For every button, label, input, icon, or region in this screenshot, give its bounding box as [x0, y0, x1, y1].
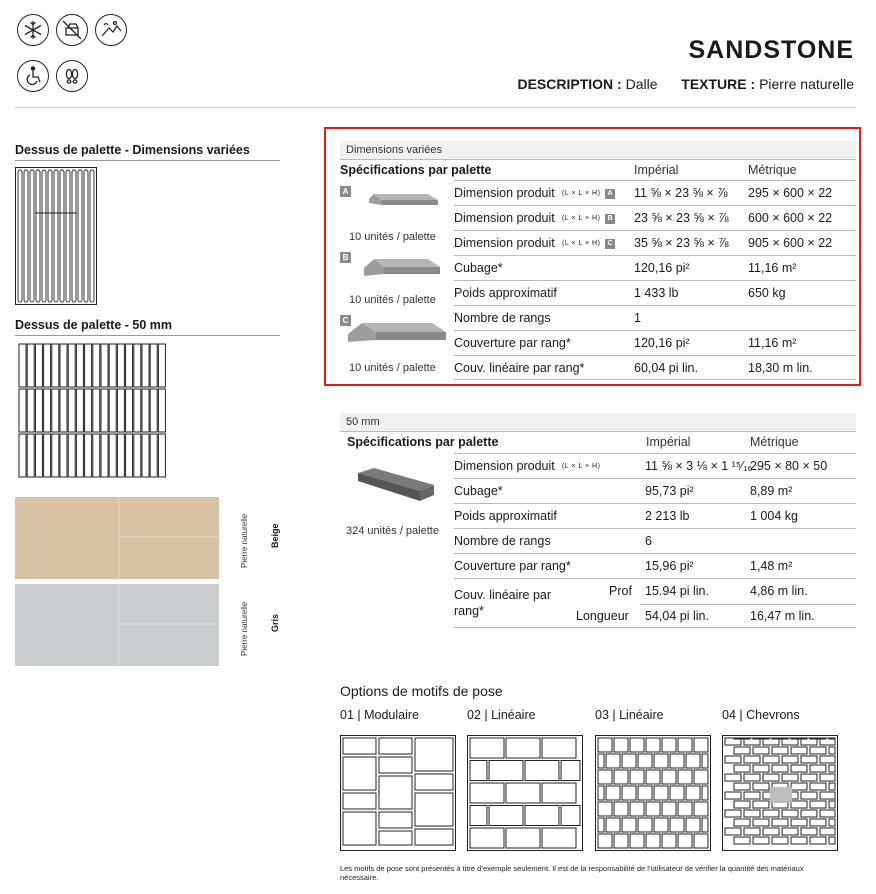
- table2-row-label: Cubage*: [454, 484, 503, 498]
- table2-linear-label-2: rang*: [454, 604, 484, 618]
- table1-row-imperial: 23 ⅝ × 23 ⅝ × ⅞: [634, 211, 729, 225]
- table2-row-metric: 8,89 m²: [750, 484, 793, 498]
- table1-row-metric: 11,16 m²: [748, 261, 797, 275]
- pallet-top-varied-title: Dessus de palette - Dimensions variées: [15, 143, 280, 161]
- slab-b-badge: B: [340, 252, 351, 263]
- table2-row-imperial: 15,96 pi²: [645, 559, 694, 573]
- long-imperial: 54,04 pi lin.: [645, 609, 709, 623]
- table2-row-dimension-format: (L × L × H): [562, 463, 601, 470]
- table2-row: [454, 553, 856, 578]
- no-deicing-salt-icon: [56, 14, 88, 46]
- table1-row-metric: 11,16 m²: [748, 336, 797, 350]
- table2-linear-label: [454, 587, 551, 619]
- table1-row-label: Poids approximatif: [454, 286, 557, 300]
- footprints-icon: [56, 60, 88, 92]
- table2-row-imperial: 6: [645, 534, 652, 548]
- motif-lineaire-1-diagram: [467, 735, 583, 851]
- motif-label-3: 03 | Linéaire: [595, 708, 664, 722]
- table2-col-metric: Métrique: [750, 435, 799, 449]
- table1-row: [454, 355, 856, 380]
- motif-label-2: 02 | Linéaire: [467, 708, 536, 722]
- table1-section-tag: Dimensions variées: [340, 141, 856, 160]
- table2-row-imperial: 95,73 pi²: [645, 484, 694, 498]
- table1-row-imperial: 120,16 pi²: [634, 336, 690, 350]
- table2-row-label: Dimension produit: [454, 459, 555, 473]
- swatch-gris: [15, 584, 219, 666]
- prof-label: Prof: [609, 584, 632, 598]
- swatch-beige-name: Beige: [270, 523, 280, 548]
- table1-row-label: Couv. linéaire par rang*: [454, 361, 585, 375]
- table1-row-dimension-format: (L × L × H): [562, 190, 601, 197]
- slab-c-units: 10 unités / palette: [349, 362, 436, 374]
- table1-row: [454, 230, 856, 255]
- table2-row: [454, 503, 856, 528]
- description-line: [517, 76, 854, 92]
- swatch-gris-label: Pierre naturelle: [240, 601, 249, 656]
- texture-value: Pierre naturelle: [759, 76, 854, 92]
- slab-b-units: 10 unités / palette: [349, 294, 436, 306]
- table2-row: [454, 478, 856, 503]
- prof-metric: 4,86 m lin.: [750, 584, 808, 598]
- table1-row-metric: 650 kg: [748, 286, 786, 300]
- table1-row-imperial: 11 ⅝ × 23 ⅝ × ⅞: [634, 186, 728, 200]
- table1-row: [454, 205, 856, 230]
- paver-image: [354, 467, 436, 503]
- table1-row-label: Cubage*: [454, 261, 503, 275]
- table1-row-dimension-format: (L × L × H): [562, 215, 601, 222]
- table2-row-label: Couverture par rang*: [454, 559, 571, 573]
- table2-col-imperial: Impérial: [646, 435, 691, 449]
- wheelchair-icon: [17, 60, 49, 92]
- table2-row: [454, 528, 856, 553]
- table1-heading: Spécifications par palette: [340, 163, 492, 177]
- motif-lineaire-2-diagram: [595, 735, 711, 851]
- prof-imperial: 15.94 pi lin.: [645, 584, 709, 598]
- table1-row: [454, 180, 856, 205]
- long-label: Longueur: [576, 609, 629, 623]
- table1-row-imperial: 35 ⅝ × 23 ⅝ × ⅞: [634, 236, 729, 250]
- table1-row-label: Dimension produit: [454, 211, 555, 225]
- description-value: Dalle: [625, 76, 658, 92]
- swatch-beige-label: Pierre naturelle: [240, 513, 249, 568]
- table1-row: [454, 330, 856, 355]
- melting-ice-icon: [95, 14, 127, 46]
- table2-section-tag: 50 mm: [340, 413, 856, 432]
- description-label: DESCRIPTION :: [517, 76, 622, 92]
- table2-row-metric: 1 004 kg: [750, 509, 798, 523]
- pallet-top-50mm-title: Dessus de palette - 50 mm: [15, 318, 280, 336]
- table2-linear-label-1: Couv. linéaire par: [454, 588, 552, 602]
- table2-row-label: Nombre de rangs: [454, 534, 551, 548]
- table2-heading: Spécifications par palette: [347, 435, 499, 449]
- table1-row-label: Dimension produit: [454, 186, 555, 200]
- table2-row-metric: 295 × 80 × 50: [750, 459, 828, 473]
- table1-row-label: Nombre de rangs: [454, 311, 551, 325]
- table1-row-metric: 905 × 600 × 22: [748, 236, 833, 250]
- table1-row-imperial: 1 433 lb: [634, 286, 679, 300]
- header-divider: [15, 107, 856, 108]
- table1-row: [454, 305, 856, 330]
- motif-chevrons-diagram: [722, 735, 838, 851]
- long-metric: 16,47 m lin.: [750, 609, 815, 623]
- swatch-gris-name: Gris: [270, 613, 280, 632]
- table2-row-metric: 1,48 m²: [750, 559, 793, 573]
- table1-row-badge: A: [605, 189, 615, 199]
- table1-row-dimension-format: (L × L × H): [562, 240, 601, 247]
- swatch-beige: [15, 497, 219, 579]
- table1-row-badge: B: [605, 214, 615, 224]
- slab-c-image: [346, 322, 448, 348]
- footnote: Les motifs de pose sont présentés à titre d’exemple seulement. Il est de la responsabilité de l’utilisateur de vérifier la quantité des matériaux nécessaire.: [340, 864, 804, 882]
- motif-modulaire-diagram: [340, 735, 456, 851]
- table2-row-label: Poids approximatif: [454, 509, 557, 523]
- table2-row-imperial: 2 213 lb: [645, 509, 690, 523]
- table2-row: [454, 453, 856, 478]
- texture-label: TEXTURE :: [681, 76, 756, 92]
- table1-row-badge: C: [605, 239, 615, 249]
- snowflake-icon: [17, 14, 49, 46]
- table1-row: [454, 280, 856, 305]
- pallet-top-varied-diagram: [15, 167, 97, 305]
- motif-label-1: 01 | Modulaire: [340, 708, 419, 722]
- table1-row-metric: 295 × 600 × 22: [748, 186, 833, 200]
- table2-linear-row: [454, 578, 856, 628]
- slab-a-units: 10 unités / palette: [349, 231, 436, 243]
- slab-a-image: [368, 193, 440, 207]
- paver-units: 324 unités / palette: [346, 525, 439, 537]
- slab-b-image: [362, 258, 442, 282]
- table1-col-imperial: Impérial: [634, 163, 679, 177]
- table1-row-imperial: 60,04 pi lin.: [634, 361, 698, 375]
- motif-label-4: 04 | Chevrons: [722, 708, 800, 722]
- table2-row-imperial: 11 ⅝ × 3 ⅛ × 1 ¹⁵⁄₁₆: [645, 459, 753, 473]
- slab-a-badge: A: [340, 186, 351, 197]
- product-title: SANDSTONE: [688, 36, 854, 64]
- table1-row-imperial: 1: [634, 311, 641, 325]
- table1-row: [454, 255, 856, 280]
- table1-row-label: Dimension produit: [454, 236, 555, 250]
- table1-row-metric: 600 × 600 × 22: [748, 211, 833, 225]
- table1-col-metric: Métrique: [748, 163, 797, 177]
- table1-row-imperial: 120,16 pi²: [634, 261, 690, 275]
- table1-row-label: Couverture par rang*: [454, 336, 571, 350]
- table1-row-metric: 18,30 m lin.: [748, 361, 813, 375]
- slab-c-badge: C: [340, 315, 351, 326]
- pallet-top-50mm-diagram: [18, 343, 168, 480]
- motifs-title: Options de motifs de pose: [340, 683, 503, 699]
